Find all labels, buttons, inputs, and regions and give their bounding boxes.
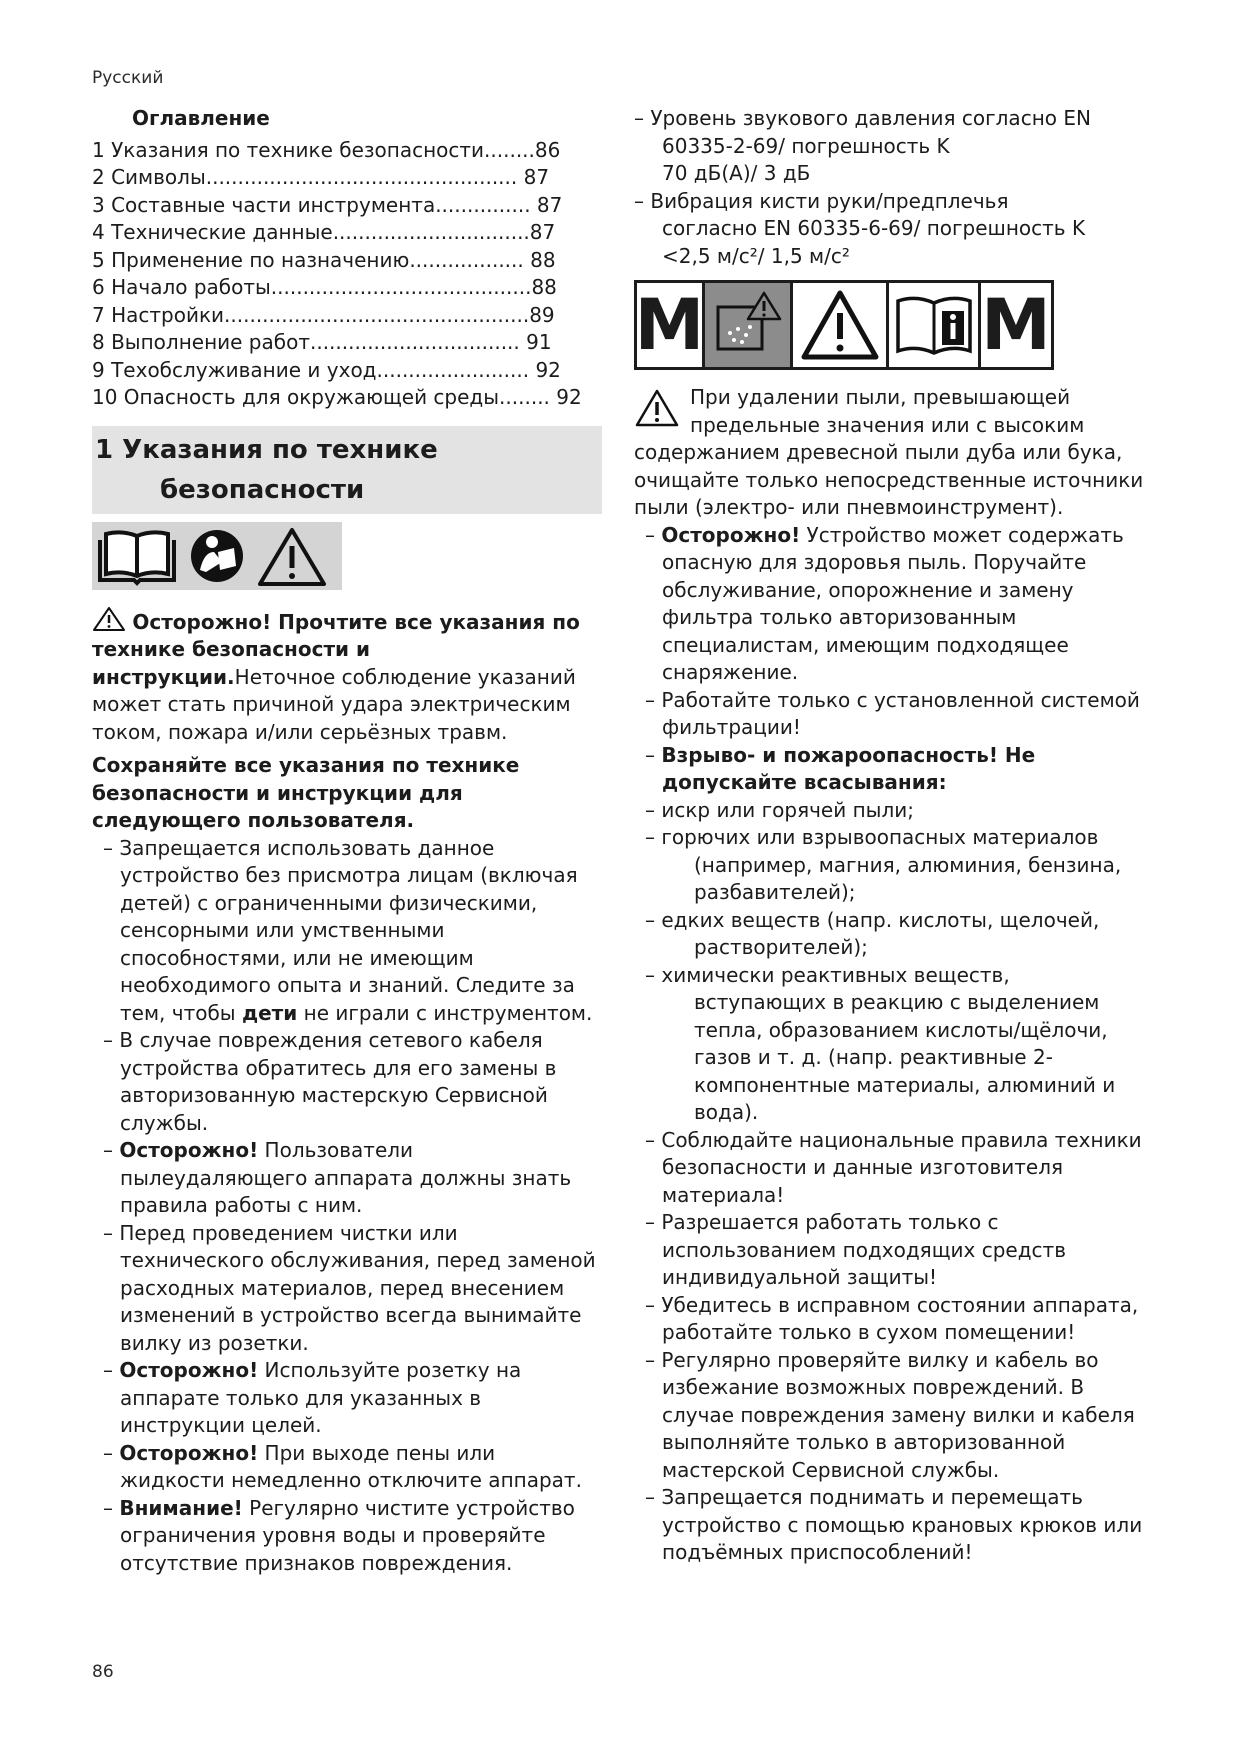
dash: – [103,1028,113,1052]
list-item-text: химически реактивных веществ, вступающих в реакцию с выделением тепла, образованием кислоты/щёлочи, газов и т. д. (напр. реактивные 2-компонентные материалы, алюминий и вода). [661,962,1116,1124]
dash: – [645,1347,655,1372]
list-item [92,1027,602,1137]
m-class-letter: M [981,284,1051,366]
list-item-text: Разрешается работать только с использованием подходящих средств индивидуальной защиты! [661,1210,1066,1289]
list-item [634,797,1144,825]
list-item-text: В случае повреждения сетевого кабеля устройства обратитесь для его замены в авторизованную мастерскую Сервисной службы. [119,1028,557,1135]
list-item-text: Запрещается использовать данное устройство без присмотра лицам (включая детей) с ограниченными физическими, сенсорными или умственными способностями, или не имеющим необходимого опыта и знаний. Следите за тем, чтобы [119,835,578,1025]
list-item [634,1127,1144,1210]
toc-item[interactable]: 1 Указания по технике безопасности........86 [92,137,561,162]
list-item [92,1440,602,1495]
dash: – [645,742,655,767]
toc-list [92,137,602,412]
toc-item[interactable]: 8 Выполнение работ................................. 91 [92,330,552,354]
dash: – [645,797,655,822]
symbol-strip [634,280,1054,370]
list-item-text: не играли с инструментом. [297,1000,593,1025]
dash: – [645,825,655,849]
list-item-bold: Осторожно! [119,1440,259,1465]
spec-value: <2,5 м/c²/ 1,5 м/c² [662,243,850,268]
toc-item[interactable]: 7 Настройки................................................89 [92,302,555,327]
safety-warning-paragraph [92,606,602,747]
dash: – [103,1495,113,1520]
list-item-text: Убедитесь в исправном состоянии аппарата, работайте только в сухом помещении! [661,1292,1139,1344]
list-item-text: Запрещается поднимать и перемещать устройство с помощью крановых крюков или подъёмных приспособлений! [661,1485,1143,1564]
left-column [92,105,602,1577]
list-item-text: горючих или взрывоопасных материалов (например, магния, алюминия, бензина, разбавителей); [661,825,1122,904]
dash: – [103,835,113,860]
dash: – [103,1138,113,1162]
warning-triangle-icon [92,606,126,632]
section-title-line2: безопасности [160,474,365,505]
read-manual-icon [182,522,252,590]
warning-triangle-icon [793,283,889,367]
dust-container-icon [708,285,788,365]
dash: – [645,962,655,987]
list-item [92,1220,602,1358]
dash: – [645,1210,655,1234]
list-item [92,1495,602,1578]
dash: – [645,1485,655,1509]
list-item-text: При выходе пены или жидкости немедленно отключите аппарат. [120,1440,582,1492]
list-item [634,824,1144,907]
keep-instructions-note [92,752,602,835]
list-item-text: Перед проведением чистки или технического обслуживания, перед заменой расходных материалов, перед внесением изменений в устройство всегда вынимайте вилку из розетки. [119,1220,596,1355]
list-item [634,1209,1144,1292]
dust-warning-text: При удалении пыли, превышающей предельные значения или с высоким содержанием древесной пыли дуба или бука, очищайте только непосредственные источники пыли (электро- или пневмоинструмент). [634,385,1144,519]
safety-icon-bar [92,522,342,590]
toc-title: Оглавление [132,106,270,130]
list-item [92,835,602,1028]
vibration-spec [634,188,1144,271]
sound-pressure-spec [634,105,1144,188]
list-item-bold: Внимание! [119,1495,243,1520]
list-item [634,1292,1144,1347]
list-item-text: Соблюдайте национальные правила техники безопасности и данные изготовителя материала! [661,1127,1142,1207]
dust-warning-icon [705,283,793,367]
list-item [92,1357,602,1440]
list-item-bold: дети [241,1000,298,1025]
dash: – [645,687,655,712]
list-item-bold: Осторожно! [119,1138,259,1162]
list-item-text: едких веществ (напр. кислоты, щелочей, растворителей); [661,907,1100,959]
page-number: 86 [92,1662,114,1682]
m-class-icon [634,283,705,367]
spec-text: Уровень звукового давления согласно EN [650,106,1091,130]
warning-bold-text: Осторожно! Прочтите все указания по технике безопасности и инструкции. [92,609,580,689]
section-title-line1: 1 Указания по технике [95,434,438,465]
list-item-bold: Осторожно! [661,522,801,547]
m-class-icon [981,283,1051,367]
toc-item[interactable]: 10 Опасность для окружающей среды........ 92 [92,385,582,409]
info-manual-icon [889,283,981,367]
list-item-text: искр или горячей пыли; [661,797,914,822]
toc-item[interactable]: 5 Применение по назначению.................. 88 [92,247,556,272]
dash: – [103,1220,113,1245]
list-item-text: Регулярно проверяйте вилку и кабель во избежание возможных повреждений. В случае повреждения замену вилки и кабеля выполняйте только в авторизованной мастерской Сервисной службы. [661,1347,1135,1482]
list-item-text: Пользователи пылеудаляющего аппарата должны знать правила работы с ним. [120,1138,572,1217]
list-item-text: Устройство может содержать опасную для здоровья пыль. Поручайте обслуживание, опорожнение и замену фильтра только авторизованным специалистам, имеющим подходящее снаряжение. [662,522,1124,684]
dash: – [645,522,655,547]
list-item [634,522,1144,687]
list-item [634,687,1144,742]
dash: – [103,1440,113,1465]
list-item [92,1137,602,1220]
dash: – [103,1358,113,1382]
list-item-text: Используйте розетку на аппарате только для указанных в инструкции целей. [120,1358,522,1437]
toc-item[interactable]: 6 Начало работы.........................................88 [92,275,557,299]
toc-item[interactable]: 3 Составные части инструмента............... 87 [92,192,563,217]
spec-text: 60335-2-69/ погрешность K [662,133,950,158]
toc-item[interactable]: 2 Символы................................................. 87 [92,165,550,189]
list-item-bold: Взрыво- и пожароопасность! Не допускайте всасывания: [661,742,1036,794]
spec-text: Вибрация кисти руки/предплечья [650,188,1009,213]
dash: – [645,1292,655,1317]
warning-triangle-icon [252,522,332,590]
spec-text: согласно EN 60335-6-69/ погрешность K [662,216,1086,240]
manual-book-icon [92,522,182,590]
toc-item[interactable]: 9 Техобслуживание и уход........................ 92 [92,357,561,382]
list-item-text: Регулярно чистите устройство ограничения уровня воды и проверяйте отсутствие признаков повреждения. [120,1495,575,1575]
dust-warning-paragraph [634,384,1144,522]
list-item-text: Работайте только с установленной системой фильтрации! [661,687,1140,739]
dash: – [645,1127,655,1152]
list-item [634,907,1144,962]
warning-triangle-icon [634,388,680,428]
section-heading [92,426,602,514]
warning-text: Неточное соблюдение указаний может стать причиной удара электрическим током, пожара и/или серьёзных травм. [92,664,576,744]
spec-value: 70 дБ(A)/ 3 дБ [662,161,811,185]
right-column [634,105,1144,1567]
list-item [634,1484,1144,1567]
language-label: Русский [92,68,164,88]
keep-instructions-bold: Сохраняйте все указания по технике безопасности и инструкции для следующего пользователя. [92,753,520,832]
list-item [634,742,1144,797]
list-item [634,962,1144,1127]
list-item [634,1347,1144,1485]
m-class-letter: M [634,284,705,366]
toc-item[interactable]: 4 Технические данные...............................87 [92,220,556,244]
list-item-bold: Осторожно! [119,1358,259,1382]
dash: – [634,188,644,213]
dash: – [634,106,644,130]
dash: – [645,907,655,932]
